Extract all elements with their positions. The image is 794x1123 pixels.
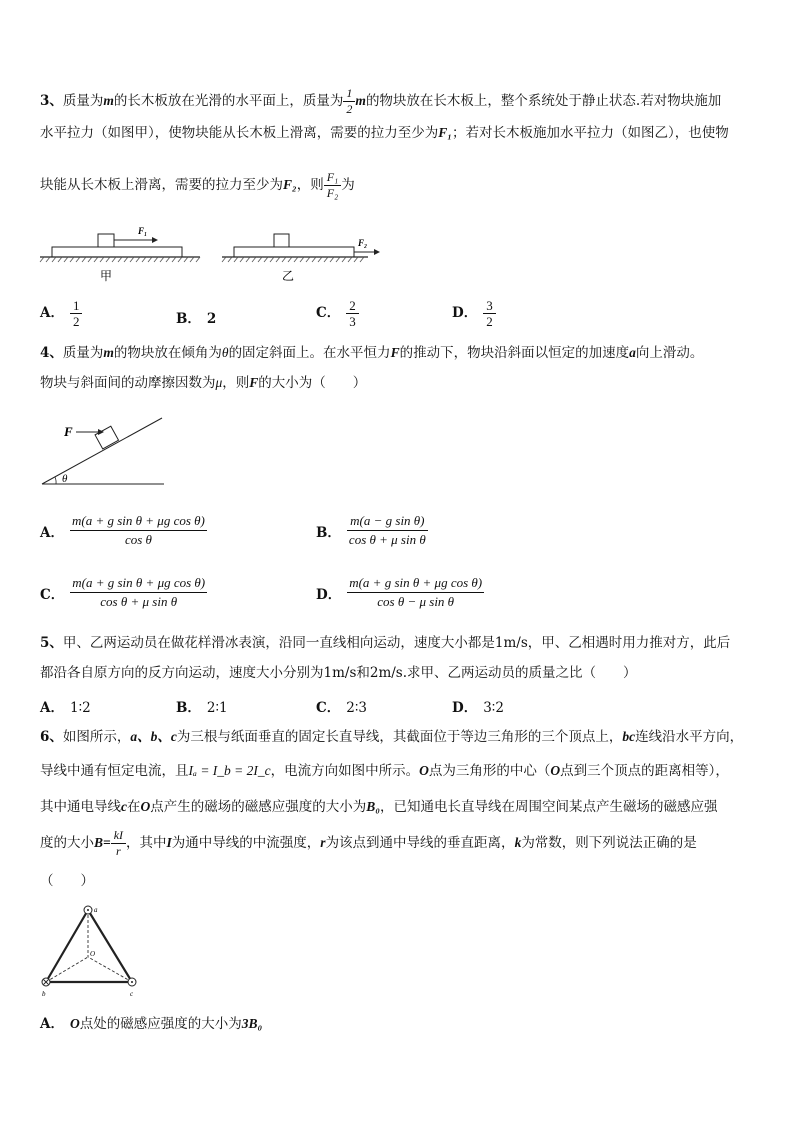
q6-b-formula: $\frac{kI}{r}$	[111, 828, 126, 859]
q3-option-c[interactable]: C． $\frac{2}{3}$	[316, 298, 359, 329]
q5-option-d[interactable]: D． 3∶2	[452, 700, 504, 716]
q3-ratio-fraction: $\frac{\text{F₁}}{\text{F₂}}$	[324, 170, 342, 201]
q6-line4: 度的大小B= $\frac{kI}{r}$ ，其中I为通中导线的中流强度，r为该点到通中导线的垂直距离，k为常数，则下列说法正确的是	[40, 828, 697, 858]
q3-fig-left	[40, 226, 200, 283]
q4-number: 4、	[40, 345, 63, 361]
q3-figure	[38, 222, 388, 286]
q6-number: 6、	[40, 729, 63, 745]
q5-line1: 5、甲、乙两运动员在做花样滑冰表演，沿同一直线相向运动，速度大小都是1m/s，甲、乙相遇时用力推对方，此后	[40, 635, 731, 651]
q5-option-b[interactable]: B． 2∶1	[176, 700, 228, 716]
q3-left-force-label: F₁	[138, 226, 148, 236]
q3-half-fraction: $\frac{1}{2}$	[343, 86, 355, 117]
q6-line3: 其中通电导线c在O点产生的磁场的磁感应强度的大小为B₀，已知通电长直导线在周围空间某点产生磁场的磁感应强	[40, 799, 718, 815]
q3-line1: 3、质量为m的长木板放在光滑的水平面上，质量为 $\frac{1}{2}$ m的物块放在长木板上，整个系统处于静止状态.若对物块施加	[40, 86, 722, 116]
q6-label-a: a	[94, 906, 98, 914]
q4-option-b[interactable]: B． $\frac{\text{m(a − g sin θ)}}{\text{cos θ + μ sin θ}}$	[316, 513, 426, 547]
q6-line2: 导线中通有恒定电流，且Iₐ = I_b = 2I_c，电流方向如图中所示。O点为三角形的中心（O点到三个顶点的距离相等），	[40, 763, 729, 779]
q3-right-force-label: F₂	[358, 238, 368, 248]
q6-line5: （ ）	[40, 873, 94, 889]
q3-option-b[interactable]: B． 2	[176, 311, 217, 327]
q3-right-label: 乙	[282, 269, 295, 283]
q5-option-c[interactable]: C． 2∶3	[316, 700, 367, 716]
q4-force-label: F	[64, 424, 73, 439]
q5-line2: 都沿各自原方向的反方向运动，速度大小分别为1m/s和2m/s.求甲、乙两运动员的质量之比（ ）	[40, 665, 637, 681]
q6-option-a[interactable]: A． O点处的磁感应强度的大小为3B₀	[40, 1016, 263, 1032]
q6-label-c: c	[130, 990, 134, 998]
q3-right-block	[274, 234, 289, 247]
q4-option-d[interactable]: D． $\frac{\text{m(a + g sin θ + μg cos θ)}}{\text{cos θ − μ sin θ}}$	[316, 575, 483, 609]
q6-label-o: O	[90, 950, 96, 958]
q4-incline-figure	[38, 412, 178, 492]
q4-option-c[interactable]: C． $\frac{\text{m(a + g sin θ + μg cos θ)}}{\text{cos θ + μ sin θ}}$	[40, 575, 206, 609]
q6-current-relation: Iₐ = I_b = 2I_c	[188, 763, 271, 778]
q6-label-b: b	[42, 990, 46, 998]
q3-line3: 块能从长木板上滑离，需要的拉力至少为F₂，则 $\frac{\text{F₁}}{\text{F₂}}$ 为	[40, 170, 355, 200]
q3-left-board	[52, 247, 182, 257]
q3-option-d[interactable]: D． $\frac{3}{2}$	[452, 298, 496, 329]
q4-line1: 4、质量为m的物块放在倾角为θ的固定斜面上。在水平恒力F的推动下，物块沿斜面以恒定的加速度a向上滑动。	[40, 345, 704, 361]
q4-line2: 物块与斜面间的动摩擦因数为μ，则F的大小为（ ）	[40, 375, 367, 391]
q3-left-block	[98, 234, 114, 247]
q3-fig-right	[222, 234, 380, 283]
q6-triangle-figure	[36, 900, 148, 1000]
q3-line2: 水平拉力（如图甲），使物块能从长木板上滑离，需要的拉力至少为F₁；若对长木板施加水平拉力（如图乙），也使物	[40, 125, 729, 141]
q3-option-a[interactable]: A． $\frac{1}{2}$	[40, 298, 82, 329]
q4-option-a[interactable]: A． $\frac{\text{m(a + g sin θ + μg cos θ)}}{\text{cos θ}}$	[40, 513, 205, 547]
q3-left-label: 甲	[100, 269, 113, 283]
q4-incline	[42, 418, 162, 484]
q5-number: 5、	[40, 635, 63, 651]
q3-number: 3、	[40, 93, 63, 109]
q3-right-board	[234, 247, 354, 257]
q4-angle-label: θ	[62, 473, 68, 485]
q6-line1: 6、如图所示，a、b、c为三根与纸面垂直的固定长直导线，其截面位于等边三角形的三个顶点上，bc连线沿水平方向，	[40, 729, 744, 745]
q5-option-a[interactable]: A． 1∶2	[40, 700, 91, 716]
